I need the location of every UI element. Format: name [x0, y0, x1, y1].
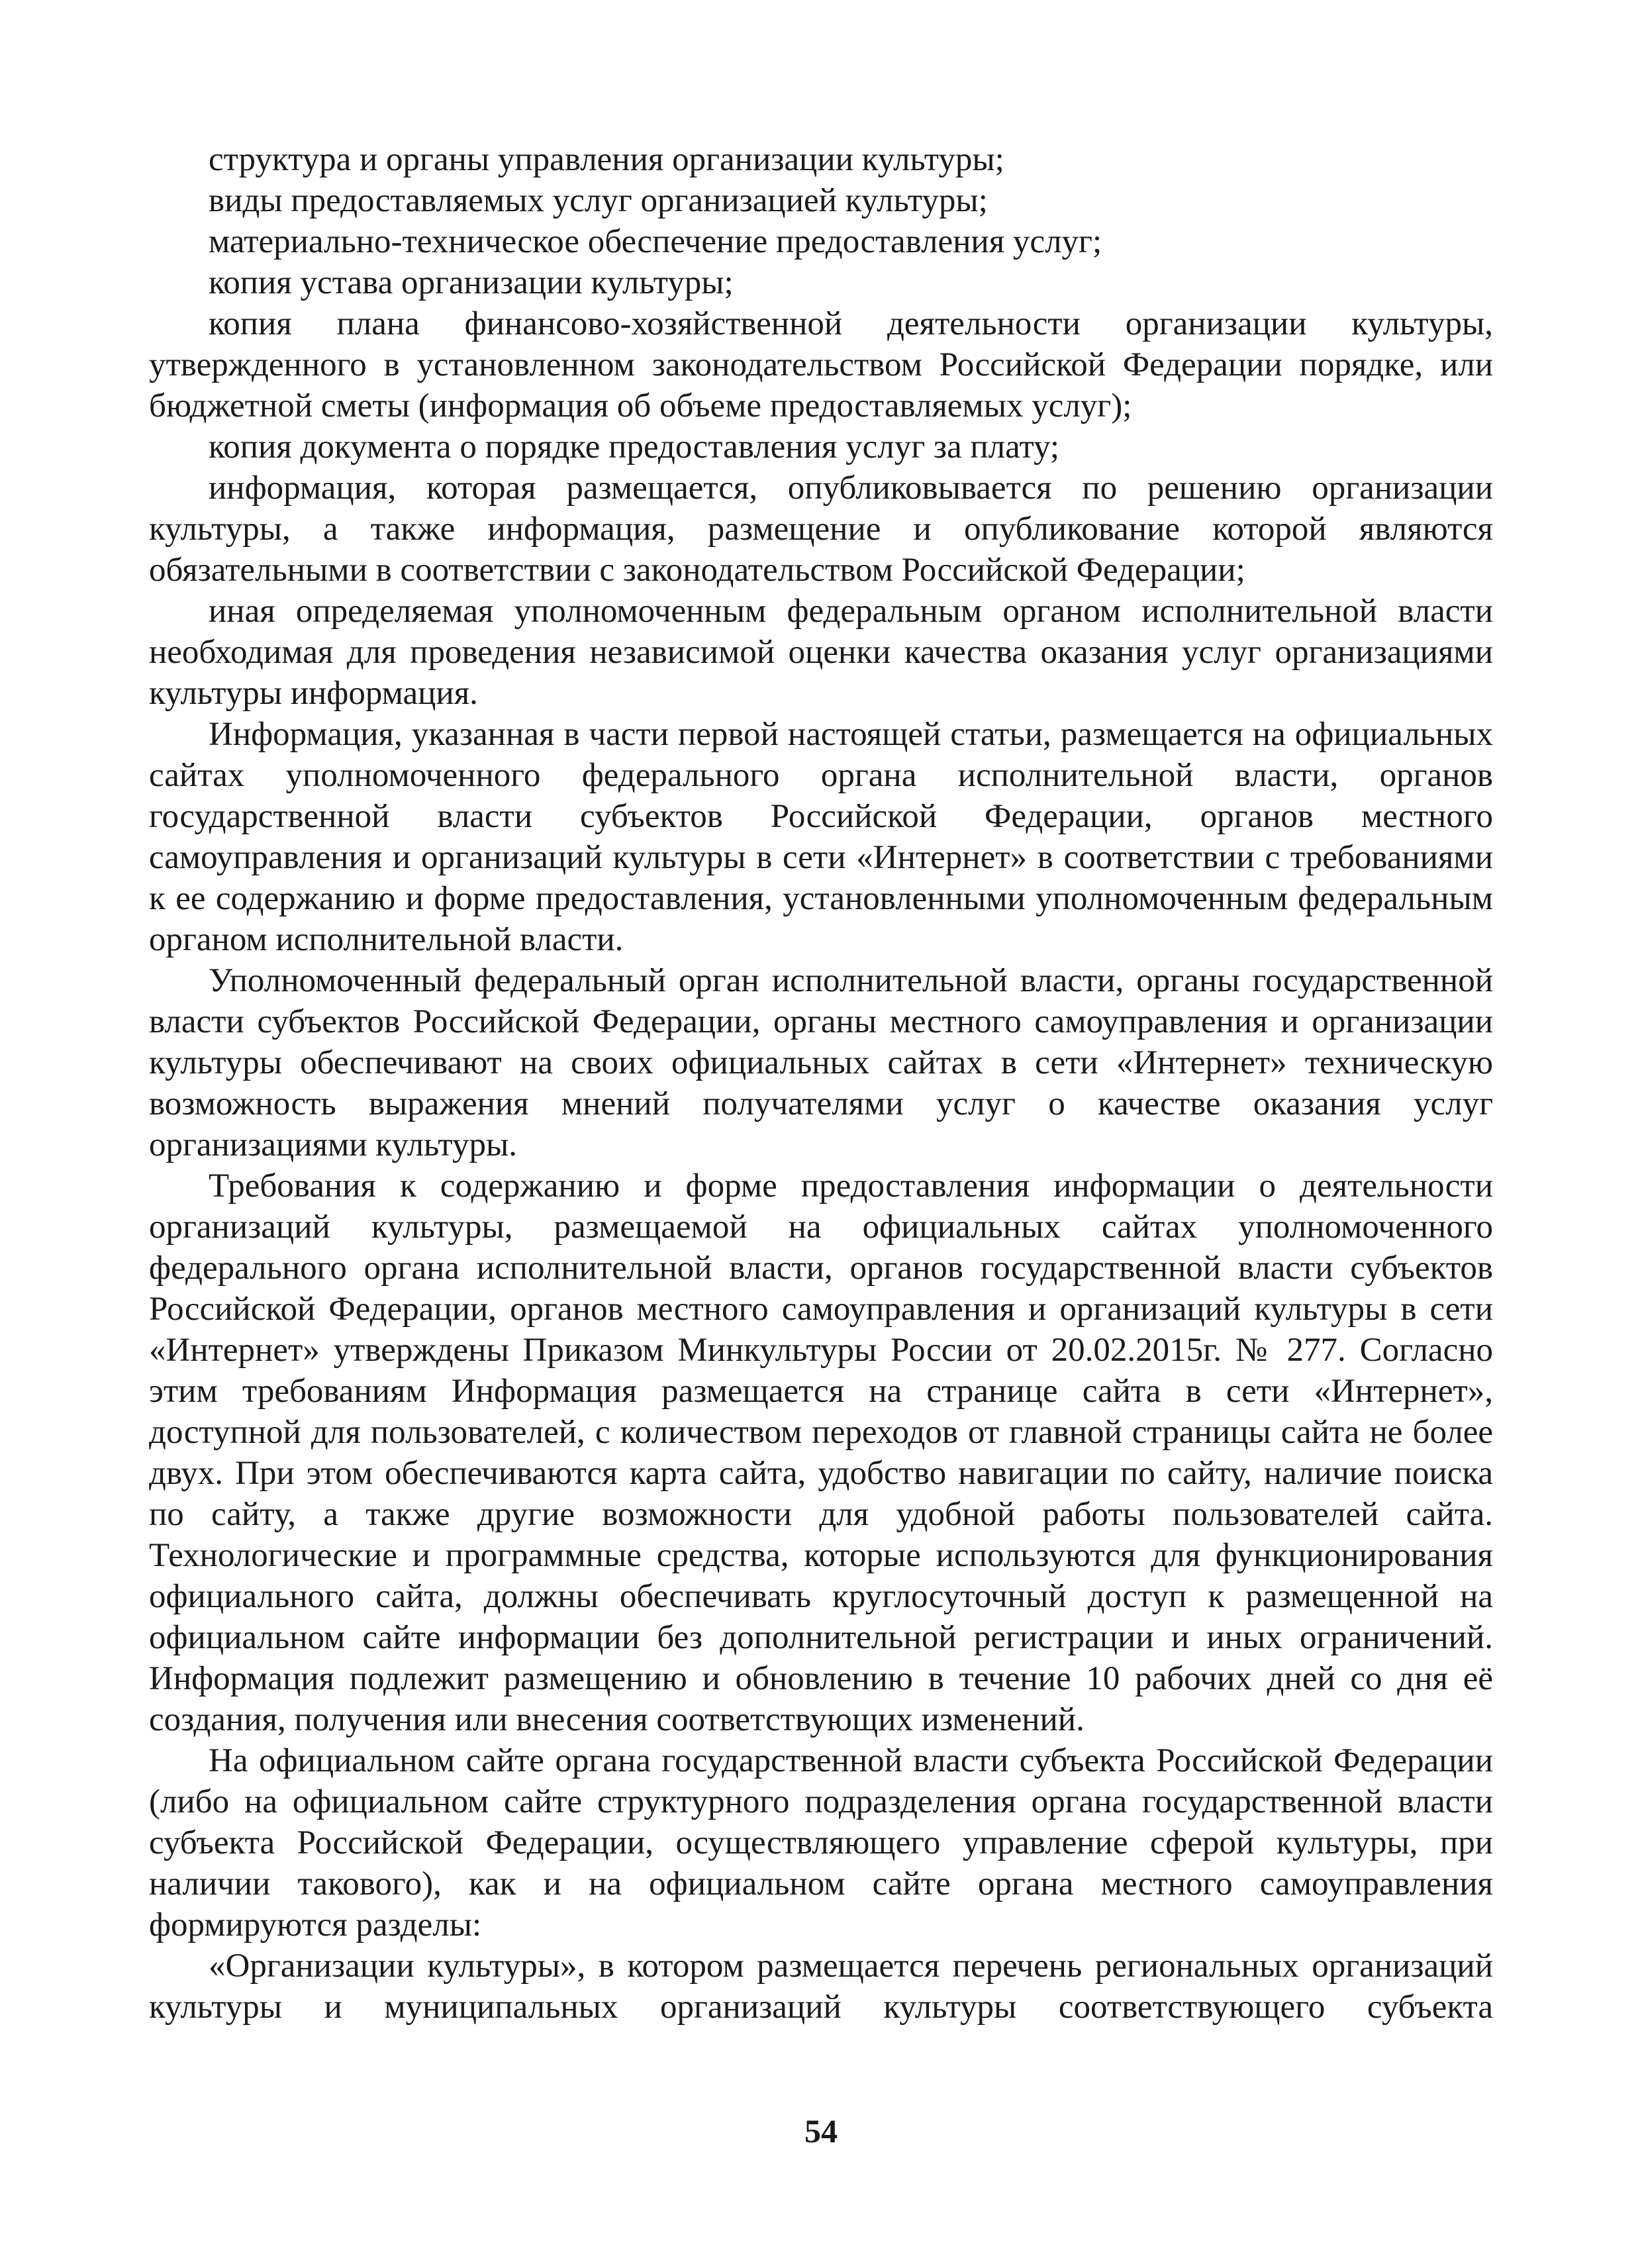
paragraph-requirements: Требования к содержанию и форме предоставления информации о деятельности организаций культуры, размещаемой на официальных сайтах уполномоченного федерального органа исполнительной власти, органов государственной власти субъектов Российской Федерации, органов местного самоуправления и организаций культуры в сети «Интернет» утверждены Приказом Минкультуры России от 20.02.2015г. № 277. Согласно этим требованиям Информация размещается на странице сайта в сети «Интернет», доступной для пользователей, с количеством переходов от главной страницы сайта не более двух. При этом обеспечиваются карта сайта, удобство навигации по сайту, наличие поиска по сайту, а также другие возможности для удобной работы пользователей сайта. Технологические и программные средства, которые используются для функционирования официального сайта, должны обеспечивать круглосуточный доступ к размещенной на официальном сайте информации без дополнительной регистрации и иных ограничений. Информация подлежит размещению и обновлению в течение 10 рабочих дней со дня её создания, получения или внесения соответствующих изменений.: [149, 1167, 1493, 1738]
paragraph-culture-organizations: «Организации культуры», в котором размещается перечень региональных организаций культуры и муниципальных организаций культуры соответствующего субъекта: [149, 1948, 1493, 2026]
page-body: [149, 139, 1493, 2028]
list-item-other-info: иная определяемая уполномоченным федеральным органом исполнительной власти необходимая для проведения независимой оценки качества оказания услуг организациями культуры информация.: [149, 593, 1493, 712]
list-item-services: виды предоставляемых услуг организацией культуры;: [209, 182, 988, 219]
paragraph-sections: На официальном сайте органа государственной власти субъекта Российской Федерации (либо на официальном сайте структурного подразделения органа государственной власти субъекта Российской Федерации, осуществляющего управление сферой культуры, при наличии такового), как и на официальном сайте органа местного самоуправления формируются разделы:: [149, 1742, 1493, 1944]
list-item-published-info: информация, которая размещается, опубликовывается по решению организации культуры, а также информация, размещение и опубликование которой являются обязательными в соответствии с законодательством Российской Федерации;: [149, 469, 1493, 589]
list-item-material-support: материально-техническое обеспечение предоставления услуг;: [209, 223, 1102, 260]
list-item-financial-plan: копия плана финансово-хозяйственной деятельности организации культуры, утвержденного в установленном законодательством Российской Федерации порядке, или бюджетной сметы (информация об объеме предоставляемых услуг);: [149, 305, 1493, 424]
list-item-charter-copy: копия устава организации культуры;: [209, 264, 734, 301]
list-item-paid-services-doc: копия документа о порядке предоставления услуг за плату;: [209, 428, 1060, 466]
paragraph-info-placement: Информация, указанная в части первой настоящей статьи, размещается на официальных сайтах уполномоченного федерального органа исполнительной власти, органов государственной власти субъектов Российской Федерации, органов местного самоуправления и организаций культуры в сети «Интернет» в соответствии с требованиями к ее содержанию и форме предоставления, установленными уполномоченным федеральным органом исполнительной власти.: [149, 716, 1493, 958]
list-item-structure: структура и органы управления организации культуры;: [209, 141, 1004, 178]
paragraph-feedback-capability: Уполномоченный федеральный орган исполнительной власти, органы государственной власти субъектов Российской Федерации, органы местного самоуправления и организации культуры обеспечивают на своих официальных сайтах в сети «Интернет» техническую возможность выражения мнений получателями услуг о качестве оказания услуг организациями культуры.: [149, 962, 1493, 1163]
page-number: 54: [804, 2112, 838, 2149]
